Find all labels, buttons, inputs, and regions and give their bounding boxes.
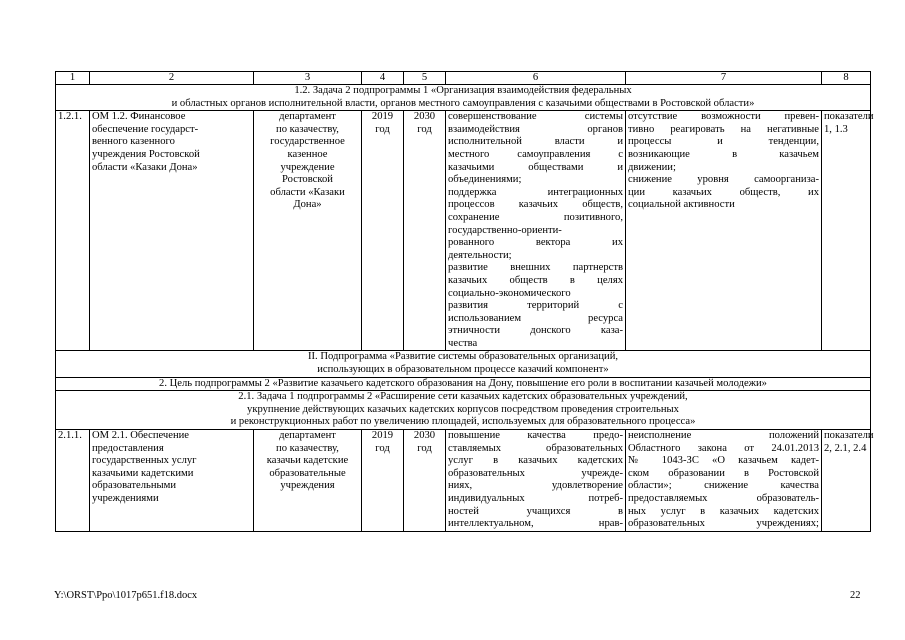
consequence-line: ции казачьих обществ, их [628, 186, 819, 198]
executor-line: учреждения [280, 480, 335, 492]
executor-line: по казачеству, [276, 442, 339, 454]
page-number: 22 [850, 590, 861, 601]
expected-result-line: ставляемых образовательных [448, 442, 623, 454]
expected-result-line: взаимодействия органов [448, 123, 623, 135]
expected-result-line: развитие внешних партнерств [448, 262, 623, 274]
heading-line: 1.2. Задача 2 подпрограммы 1 «Организация взаимодействия федеральных [294, 85, 632, 96]
column-number: 8 [822, 72, 871, 85]
expected-result-line: государственно-ориенти- [448, 224, 562, 236]
executor-line: учреждение [280, 161, 335, 173]
indicators-line: 1, 1.3 [824, 123, 848, 135]
column-number: 7 [626, 72, 822, 85]
executor-line: по казачеству, [276, 123, 339, 135]
executor-line: Ростовской [282, 174, 333, 186]
executor-line: области «Казаки [270, 186, 345, 198]
row-number: 1.2.1. [56, 111, 90, 351]
measure-name-line: области «Казаки Дона» [92, 161, 198, 173]
measure-name-line: ОМ 2.1. Обеспечение [92, 430, 190, 442]
indicators-line: показатели [824, 430, 874, 442]
expected-result-line: повышение качества предо- [448, 430, 623, 442]
consequence-line: предоставляемых образователь- [628, 493, 819, 504]
executor-line: казенное [287, 148, 328, 160]
expected-result-line: ностей учащихся в [448, 505, 623, 517]
start-year-unit: год [375, 442, 390, 454]
task-2-1-heading [56, 391, 871, 430]
consequence-line: движении; [628, 161, 676, 173]
column-number: 5 [404, 72, 446, 85]
heading-line: использующих в образовательном процессе казачий компонент» [317, 364, 609, 376]
measure-name-line: учреждениями [92, 493, 159, 504]
expected-result-line: совершенствование системы [448, 111, 623, 123]
expected-result-line: процессов казачьих обществ, [448, 199, 623, 211]
end-year-unit: год [417, 442, 432, 454]
heading-line: 2. Цель подпрограммы 2 «Развитие казачьего кадетского образования на Дону, повышение его роли в воспитании казачьей молодежи» [159, 377, 767, 389]
measure-name-line: образовательными [92, 480, 177, 492]
consequence-line: отсутствие возможности превен- [628, 111, 819, 123]
executor-line: казачьи кадетские [266, 455, 349, 467]
expected-result-line: индивидуальных потреб- [448, 493, 623, 504]
document-page [55, 71, 874, 532]
consequence-line: ском образовании в Ростовской [628, 467, 819, 479]
executor-line: государственное [270, 136, 345, 148]
expected-result-line: местного самоуправления с [448, 148, 623, 160]
executor-line: Дона» [293, 199, 322, 211]
consequence-cell [626, 430, 822, 532]
consequence-line: № 1043-ЗС «О казачьем кадет- [628, 455, 819, 467]
end-year-unit: год [417, 123, 432, 135]
consequence-cell [626, 111, 822, 351]
measure-name-line: казачьими кадетскими [92, 467, 194, 479]
end-year: 2030 [413, 111, 436, 123]
subprogram-2-heading [56, 351, 871, 377]
start-year-cell [362, 430, 404, 532]
indicators-cell [822, 111, 874, 351]
consequence-line: Областного закона от 24.01.2013 [628, 442, 819, 454]
expected-result-line: использованием ресурса [448, 312, 623, 324]
indicators-line: показатели [824, 111, 874, 123]
task-heading-row [56, 391, 871, 430]
subprogram-heading-row [56, 351, 871, 377]
expected-result-line: развития территорий с [448, 300, 623, 312]
goal-heading-row [56, 377, 871, 391]
expected-result-line: чества [448, 337, 478, 349]
consequence-line: образовательных учреждениях; [628, 518, 819, 530]
row-number: 2.1.1. [56, 430, 90, 532]
measure-name-line: ОМ 1.2. Финансовое [92, 111, 186, 123]
goal-2-heading [56, 377, 871, 391]
consequence-line: неисполнение положений [628, 430, 819, 442]
end-year-cell [404, 111, 446, 351]
expected-result-line: социально-экономического [448, 287, 571, 299]
measure-name-line: венного казенного [92, 136, 175, 148]
measure-name-line: учреждения Ростовской [92, 148, 200, 160]
executor-line: департамент [279, 111, 336, 123]
expected-result-line: этничности донского каза- [448, 325, 623, 337]
column-number: 1 [56, 72, 90, 85]
expected-result-line: поддержка интеграционных [448, 186, 623, 198]
executor-cell [254, 111, 362, 351]
table-row [56, 111, 871, 351]
task-1-2-heading [56, 85, 871, 111]
measure-name-line: государственных услуг [92, 455, 197, 467]
expected-result-line: рованного вектора их [448, 237, 623, 249]
table-row [56, 430, 871, 532]
consequence-line: области»; снижение качества [628, 480, 819, 492]
heading-line: II. Подпрограмма «Развитие системы образовательных организаций, [307, 351, 619, 363]
expected-result-line: исполнительной власти и [448, 136, 623, 148]
expected-result-line: казачьими обществами и [448, 161, 623, 173]
heading-line: 2.1. Задача 1 подпрограммы 2 «Расширение сети казачьих кадетских образовательных учреждений, [238, 391, 688, 403]
expected-result-line: деятельности; [448, 249, 512, 261]
consequence-line: ных услуг в казачьих кадетских [628, 505, 819, 517]
measure-name-cell [90, 111, 254, 351]
start-year-cell [362, 111, 404, 351]
end-year: 2030 [413, 430, 436, 442]
expected-result-cell [446, 111, 626, 351]
expected-result-line: ниях, удовлетворение [448, 480, 623, 492]
start-year: 2019 [371, 111, 394, 123]
column-number: 3 [254, 72, 362, 85]
measure-name-line: обеспечение государст- [92, 123, 199, 135]
heading-line: и реконструкционных работ по увеличению площадей, используемых для образовательного процесса» [230, 416, 696, 428]
measure-name-cell [90, 430, 254, 532]
expected-result-line: объединениями; [448, 174, 522, 186]
task-heading-row [56, 85, 871, 111]
column-number: 6 [446, 72, 626, 85]
heading-line: и областных органов исполнительной власти, органов местного самоуправления с казачьими обществами в Ростовской области» [171, 97, 755, 109]
indicators-line: 2, 2.1, 2.4 [824, 442, 867, 454]
consequence-line: социальной активности [628, 199, 735, 211]
consequence-line: процессы и тенденции, [628, 136, 819, 148]
expected-result-line: сохранение позитивного, [448, 211, 623, 223]
consequence-line: снижение уровня самоорганиза- [628, 174, 819, 186]
executor-line: департамент [279, 430, 336, 442]
heading-line: укрупнение действующих казачьих кадетских корпусов посредством проведения строительных [247, 403, 679, 415]
expected-result-cell [446, 430, 626, 532]
consequence-line: тивно реагировать на негативные [628, 123, 819, 135]
expected-result-line: образовательных учрежде- [448, 467, 623, 479]
start-year: 2019 [371, 430, 394, 442]
file-path-footer: Y:\ORST\Ppo\1017p651.f18.docx [54, 590, 198, 601]
end-year-cell [404, 430, 446, 532]
executor-cell [254, 430, 362, 532]
measure-name-line: предоставления [92, 442, 164, 454]
expected-result-line: услуг в казачьих кадетских [448, 455, 623, 467]
column-number-row [56, 72, 871, 85]
executor-line: образовательные [269, 467, 346, 479]
consequence-line: возникающие в казачьем [628, 148, 819, 160]
expected-result-line: интеллектуальном, нрав- [448, 518, 623, 530]
column-number: 4 [362, 72, 404, 85]
start-year-unit: год [375, 123, 390, 135]
measures-table [55, 71, 874, 532]
indicators-cell [822, 430, 874, 532]
expected-result-line: казачьих обществ в целях [448, 274, 623, 286]
column-number: 2 [90, 72, 254, 85]
